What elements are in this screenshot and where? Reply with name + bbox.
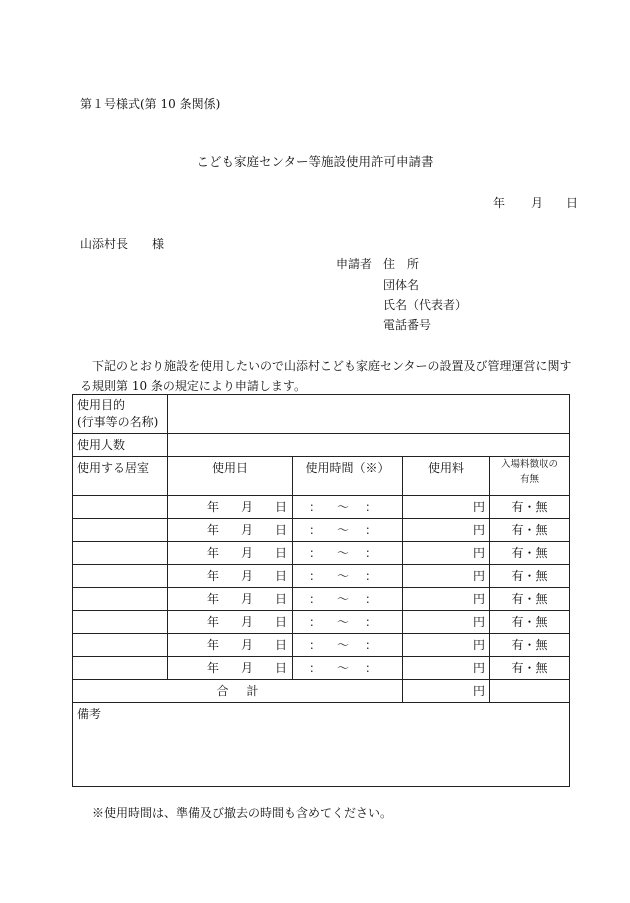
addressee: 山添村長 様 [80, 237, 165, 251]
year-label: 年 [206, 545, 219, 560]
admission-choice[interactable] [490, 657, 570, 680]
applicant-label: 申請者 [336, 257, 373, 271]
room-field[interactable] [73, 634, 168, 657]
date-field[interactable] [168, 519, 293, 542]
month-label: 月 [240, 614, 253, 629]
day-label: 日 [274, 545, 287, 560]
tilde: ～ [336, 568, 349, 583]
fee-field[interactable] [403, 565, 490, 588]
date-field[interactable] [168, 588, 293, 611]
start-colon: ： [308, 591, 321, 606]
date-field[interactable] [168, 634, 293, 657]
date-field[interactable] [168, 542, 293, 565]
start-colon: ： [308, 568, 321, 583]
admission-choice[interactable] [490, 519, 570, 542]
year-label: 年 [206, 660, 219, 675]
yes-no-label: 有・無 [511, 568, 548, 583]
yes-no-label: 有・無 [511, 660, 548, 675]
yen-label: 円 [472, 499, 485, 514]
yen-label: 円 [472, 591, 485, 606]
total-label-2: 計 [246, 683, 259, 698]
usage-row [73, 634, 570, 657]
tilde: ～ [336, 522, 349, 537]
time-field[interactable] [293, 519, 403, 542]
year-label: 年 [206, 637, 219, 652]
yen-label: 円 [472, 522, 485, 537]
total-row [73, 680, 570, 703]
yen-label: 円 [472, 568, 485, 583]
time-field[interactable] [293, 611, 403, 634]
start-colon: ： [308, 522, 321, 537]
tilde: ～ [336, 637, 349, 652]
col-fee-header: 使用料 [403, 457, 490, 496]
people-label: 使用人数 [73, 434, 168, 457]
fee-field[interactable] [403, 634, 490, 657]
admission-choice[interactable] [490, 496, 570, 519]
room-field[interactable] [73, 611, 168, 634]
end-colon: ： [364, 614, 377, 629]
application-table [72, 394, 570, 787]
year-label: 年 [206, 614, 219, 629]
room-field[interactable] [73, 496, 168, 519]
usage-row [73, 565, 570, 588]
admission-choice[interactable] [490, 542, 570, 565]
usage-row [73, 519, 570, 542]
tilde: ～ [336, 660, 349, 675]
end-colon: ： [364, 522, 377, 537]
time-field[interactable] [293, 588, 403, 611]
date-month-label: 月 [531, 196, 544, 210]
usage-row [73, 496, 570, 519]
yen-label: 円 [472, 614, 485, 629]
applicant-address-label: 住 所 [383, 257, 420, 271]
time-field[interactable] [293, 496, 403, 519]
total-label-1: 合 [216, 683, 229, 698]
total-yen-label: 円 [472, 683, 485, 698]
room-field[interactable] [73, 657, 168, 680]
fee-field[interactable] [403, 588, 490, 611]
total-blank [490, 680, 570, 703]
applicant-group-label: 団体名 [383, 278, 420, 292]
day-label: 日 [274, 637, 287, 652]
col-admission-header: 入場料徴収の有無 [490, 457, 570, 496]
remarks-label: 備考 [77, 707, 102, 721]
admission-choice[interactable] [490, 565, 570, 588]
date-field[interactable] [168, 657, 293, 680]
month-label: 月 [240, 637, 253, 652]
room-field[interactable] [73, 542, 168, 565]
yen-label: 円 [472, 545, 485, 560]
day-label: 日 [274, 522, 287, 537]
month-label: 月 [240, 545, 253, 560]
date-field[interactable] [168, 565, 293, 588]
fee-field[interactable] [403, 542, 490, 565]
yes-no-label: 有・無 [511, 499, 548, 514]
date-day-label: 日 [566, 196, 579, 210]
footnote: ※使用時間は、準備及び撤去の時間も含めてください。 [92, 806, 393, 820]
tilde: ～ [336, 591, 349, 606]
month-label: 月 [240, 568, 253, 583]
usage-row [73, 611, 570, 634]
start-colon: ： [308, 660, 321, 675]
date-year-label: 年 [493, 196, 506, 210]
start-colon: ： [308, 637, 321, 652]
form-number: 第１号様式(第 10 条関係) [80, 97, 221, 111]
room-field[interactable] [73, 565, 168, 588]
end-colon: ： [364, 545, 377, 560]
fee-field[interactable] [403, 611, 490, 634]
time-field[interactable] [293, 657, 403, 680]
day-label: 日 [274, 660, 287, 675]
room-field[interactable] [73, 519, 168, 542]
end-colon: ： [364, 660, 377, 675]
fee-field[interactable] [403, 519, 490, 542]
year-label: 年 [206, 522, 219, 537]
intro-text: 下記のとおり施設を使用したいので山添村こども家庭センターの設置及び管理運営に関する規則第 10 条の規定により申請します。 [80, 359, 572, 393]
fee-field[interactable] [403, 496, 490, 519]
date-field[interactable] [168, 496, 293, 519]
total-label [73, 680, 403, 703]
year-label: 年 [206, 499, 219, 514]
day-label: 日 [274, 614, 287, 629]
col-room-header: 使用する居室 [73, 457, 168, 496]
month-label: 月 [240, 591, 253, 606]
usage-row [73, 542, 570, 565]
start-colon: ： [308, 545, 321, 560]
yen-label: 円 [472, 637, 485, 652]
tilde: ～ [336, 614, 349, 629]
col-date-header: 使用日 [168, 457, 293, 496]
usage-row [73, 657, 570, 680]
yes-no-label: 有・無 [511, 545, 548, 560]
tilde: ～ [336, 499, 349, 514]
admission-choice[interactable] [490, 588, 570, 611]
remarks-field[interactable] [73, 703, 570, 787]
end-colon: ： [364, 637, 377, 652]
year-label: 年 [206, 591, 219, 606]
end-colon: ： [364, 499, 377, 514]
yes-no-label: 有・無 [511, 522, 548, 537]
year-label: 年 [206, 568, 219, 583]
day-label: 日 [274, 568, 287, 583]
month-label: 月 [240, 522, 253, 537]
tilde: ～ [336, 545, 349, 560]
room-field[interactable] [73, 588, 168, 611]
month-label: 月 [240, 660, 253, 675]
yes-no-label: 有・無 [511, 614, 548, 629]
purpose-label: 使用目的 (行事等の名称) [73, 395, 168, 434]
start-colon: ： [308, 614, 321, 629]
remarks-row [73, 703, 570, 787]
applicant-name-label: 氏名（代表者） [383, 298, 468, 312]
total-fee-field[interactable] [403, 680, 490, 703]
month-label: 月 [240, 499, 253, 514]
end-colon: ： [364, 591, 377, 606]
date-field[interactable] [168, 611, 293, 634]
time-field[interactable] [293, 634, 403, 657]
end-colon: ： [364, 568, 377, 583]
yen-label: 円 [472, 660, 485, 675]
fee-field[interactable] [403, 657, 490, 680]
time-field[interactable] [293, 565, 403, 588]
yes-no-label: 有・無 [511, 591, 548, 606]
start-colon: ： [308, 499, 321, 514]
yes-no-label: 有・無 [511, 637, 548, 652]
admission-choice[interactable] [490, 634, 570, 657]
usage-row [73, 588, 570, 611]
purpose-field[interactable] [168, 395, 570, 434]
document-title: こども家庭センター等施設使用許可申請書 [196, 154, 434, 169]
admission-choice[interactable] [490, 611, 570, 634]
day-label: 日 [274, 591, 287, 606]
applicant-phone-label: 電話番号 [383, 318, 432, 332]
time-field[interactable] [293, 542, 403, 565]
people-field[interactable] [168, 434, 570, 457]
col-time-header: 使用時間（※） [293, 457, 403, 496]
day-label: 日 [274, 499, 287, 514]
